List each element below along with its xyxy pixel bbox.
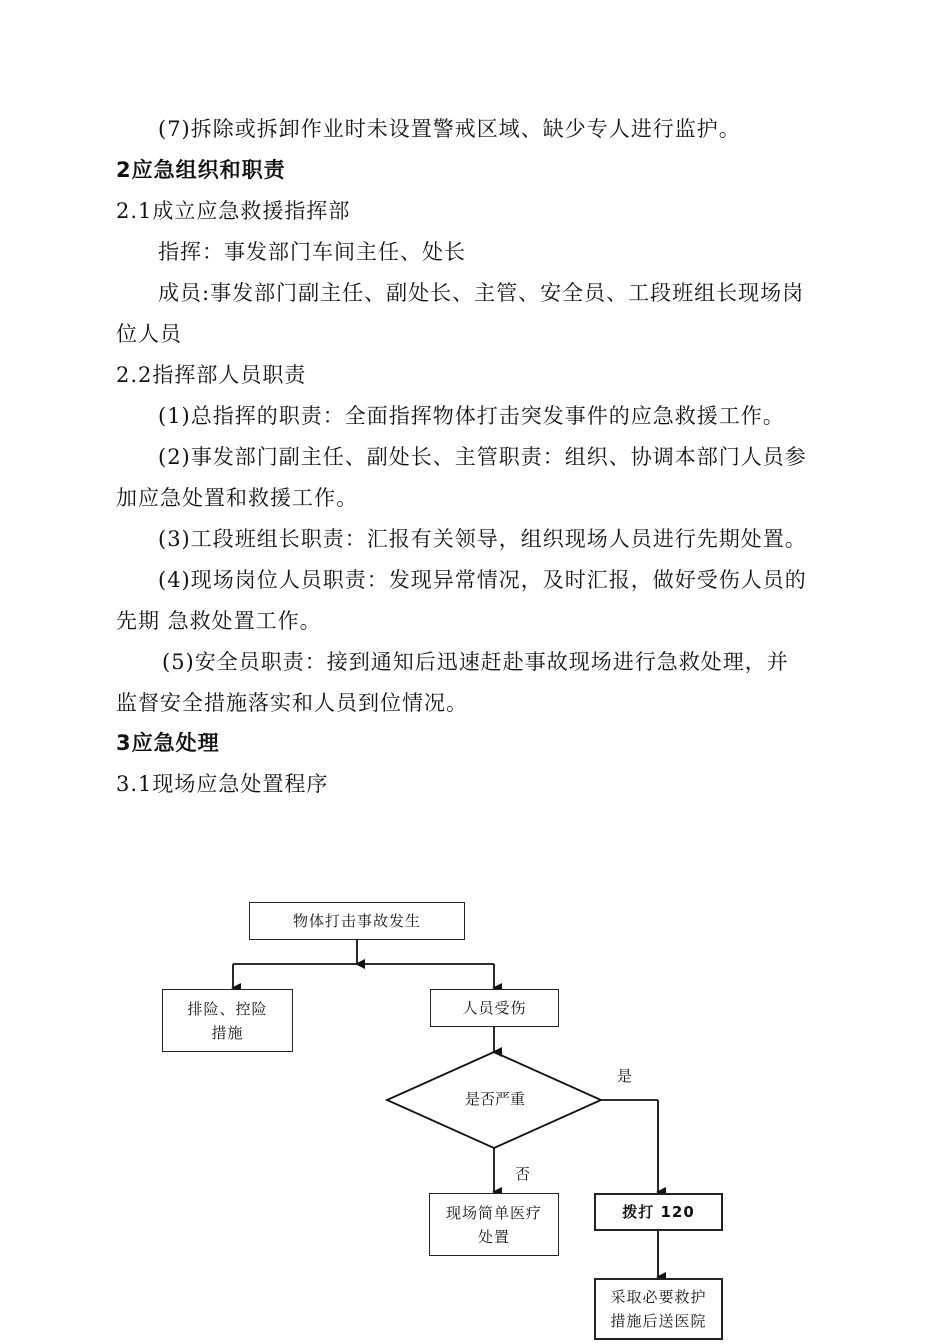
flow-rescue-label-2: 措施后送医院 (610, 1312, 707, 1330)
commander-line: 指挥：事发部门车间主任、处长 (158, 240, 466, 264)
section-heading-2: 2应急组织和职责 (116, 158, 286, 182)
flow-rescue-box (594, 1278, 723, 1340)
flow-call-label: 拨打 120 (622, 1203, 695, 1221)
flow-injury-box (430, 989, 559, 1027)
flow-start-box (249, 902, 465, 940)
duty-4-b: 先期 急救处置工作。 (116, 609, 322, 633)
subsection-heading-3-1: 3.1现场应急处置程序 (116, 772, 329, 796)
flow-rescue-label-1: 采取必要救护 (610, 1288, 707, 1306)
members-line-b: 位人员 (116, 322, 182, 346)
subsection-heading-2-2: 2.2指挥部人员职责 (116, 363, 307, 387)
duty-5-a: (5)安全员职责：接到通知后迅速赶赴事故现场进行急救处理，并 (162, 650, 789, 674)
flow-mitigate-label-2: 措施 (211, 1023, 244, 1042)
subsection-heading-2-1: 2.1成立应急救援指挥部 (116, 199, 351, 223)
flow-mitigate-label-1: 排险、控险 (187, 999, 268, 1018)
hazard-item-7: (7)拆除或拆卸作业时未设置警戒区域、缺少专人进行监护。 (158, 117, 741, 141)
flow-start-label: 物体打击事故发生 (292, 912, 421, 930)
flow-yes-label: 是 (617, 1067, 633, 1085)
flow-call-box (594, 1193, 723, 1231)
flow-simple-label-1: 现场简单医疗 (445, 1203, 542, 1222)
flow-mitigate-box (162, 989, 293, 1052)
duty-5-b: 监督安全措施落实和人员到位情况。 (116, 691, 468, 715)
section-heading-3: 3应急处理 (116, 731, 220, 755)
duty-1: (1)总指挥的职责：全面指挥物体打击突发事件的应急救援工作。 (158, 404, 785, 428)
flow-injury-label: 人员受伤 (462, 999, 527, 1017)
duty-2-b: 加应急处置和救援工作。 (116, 486, 358, 510)
duty-3: (3)工段班组长职责：汇报有关领导，组织现场人员进行先期处置。 (158, 527, 807, 551)
duty-2-a: (2)事发部门副主任、副处长、主管职责：组织、协调本部门人员参 (158, 445, 807, 469)
duty-4-a: (4)现场岗位人员职责：发现异常情况，及时汇报，做好受伤人员的 (158, 568, 807, 592)
flow-decision-label: 是否严重 (464, 1090, 525, 1108)
flow-no-label: 否 (515, 1165, 531, 1183)
members-line-a: 成员:事发部门副主任、副处长、主管、安全员、工段班组长现场岗 (158, 281, 805, 305)
flow-simple-treatment-box (429, 1193, 559, 1256)
flow-simple-label-2: 处置 (477, 1227, 510, 1246)
